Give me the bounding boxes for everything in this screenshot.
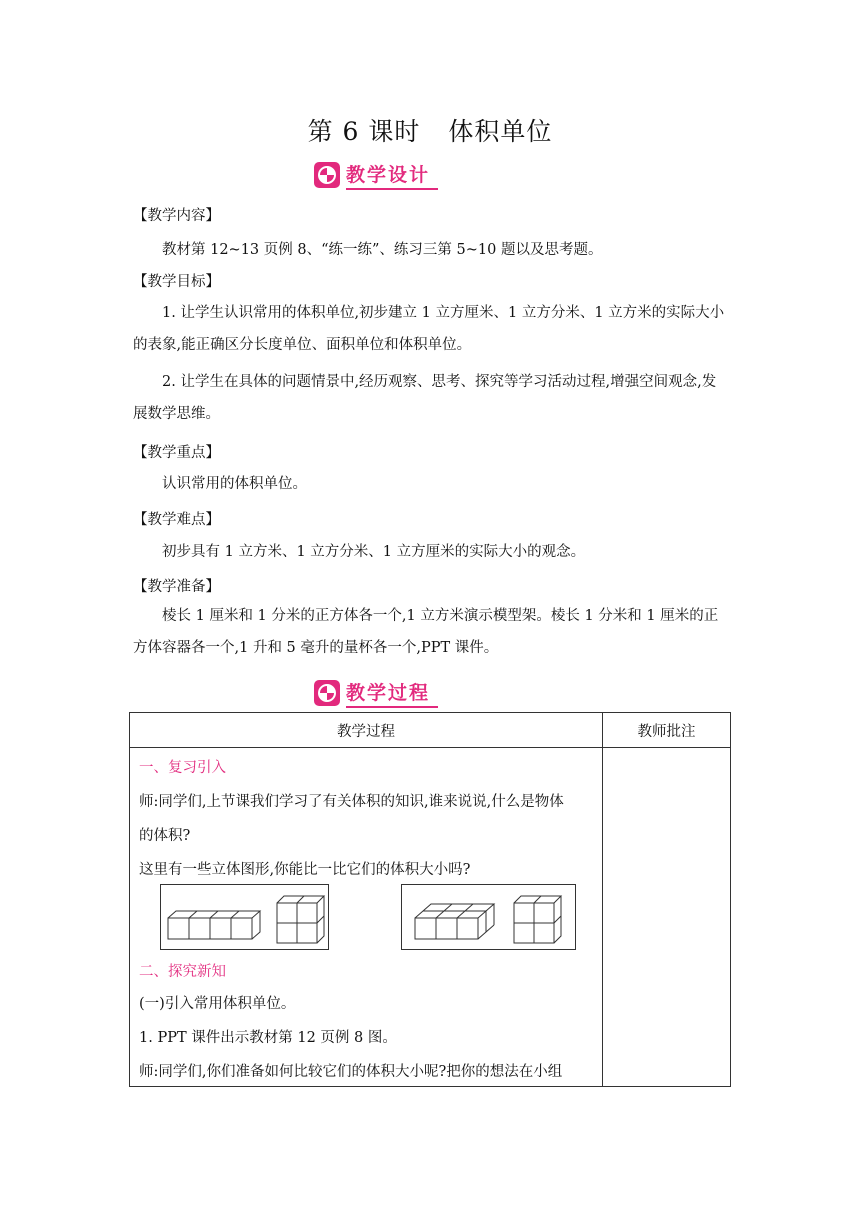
section-badge-design [314, 161, 438, 189]
process-cell [130, 748, 603, 1087]
col-header-notes: 教师批注 [603, 713, 731, 748]
lesson-topic: 体积单位 [448, 117, 553, 146]
teacher-line-1b: 的体积? [139, 828, 191, 844]
cubes-figure [161, 885, 328, 949]
section-badge-process [314, 679, 438, 707]
teacher-line-2: 师:同学们,你们准备如何比较它们的体积大小呢?把你的想法在小组 [139, 1064, 563, 1080]
swirl-logo-icon [314, 680, 340, 706]
shape-figure-1 [160, 884, 329, 950]
notes-cell [603, 748, 731, 1087]
lesson-number: 第 6 课时 [307, 117, 421, 146]
process-table [129, 712, 731, 1087]
difficulty-text: 初步具有 1 立方米、1 立方分米、1 立方厘米的实际大小的观念。 [162, 544, 586, 560]
swirl-logo-icon [314, 162, 340, 188]
step-intro: (一)引入常用体积单位。 [139, 996, 296, 1012]
step-1: 1. PPT 课件出示教材第 12 页例 8 图。 [139, 1030, 397, 1046]
col-header-process: 教学过程 [130, 713, 603, 748]
question-line: 这里有一些立体图形,你能比一比它们的体积大小吗? [139, 862, 471, 878]
shape-figure-2 [401, 884, 576, 950]
section-review: 一、复习引入 [139, 760, 226, 776]
heading-goals: 【教学目标】 [133, 274, 220, 290]
content-text: 教材第 12~13 页例 8、“练一练”、练习三第 5~10 题以及思考题。 [162, 242, 603, 258]
heading-key: 【教学重点】 [133, 445, 220, 461]
badge-label: 教学过程 [346, 678, 438, 708]
teacher-line-1a: 师:同学们,上节课我们学习了有关体积的知识,谁来说说,什么是物体 [139, 794, 564, 810]
goal-2: 2. 让学生在具体的问题情景中,经历观察、思考、探究等学习活动过程,增强空间观念,发展数学思维。 [133, 374, 717, 422]
heading-prep: 【教学准备】 [133, 579, 220, 595]
key-text: 认识常用的体积单位。 [162, 476, 307, 492]
cubes-figure [402, 885, 575, 949]
section-explore: 二、探究新知 [139, 964, 226, 980]
goal-1: 1. 让学生认识常用的体积单位,初步建立 1 立方厘米、1 立方分米、1 立方米的实际大小的表象,能正确区分长度单位、面积单位和体积单位。 [133, 305, 725, 353]
heading-difficulty: 【教学难点】 [133, 512, 220, 528]
heading-content: 【教学内容】 [133, 208, 220, 224]
page-title [0, 112, 860, 148]
prep-text: 棱长 1 厘米和 1 分米的正方体各一个,1 立方米演示模型架。棱长 1 分米和 1 厘米的正方体容器各一个,1 升和 5 毫升的量杯各一个,PPT 课件。 [133, 608, 719, 656]
badge-label: 教学设计 [346, 160, 438, 190]
